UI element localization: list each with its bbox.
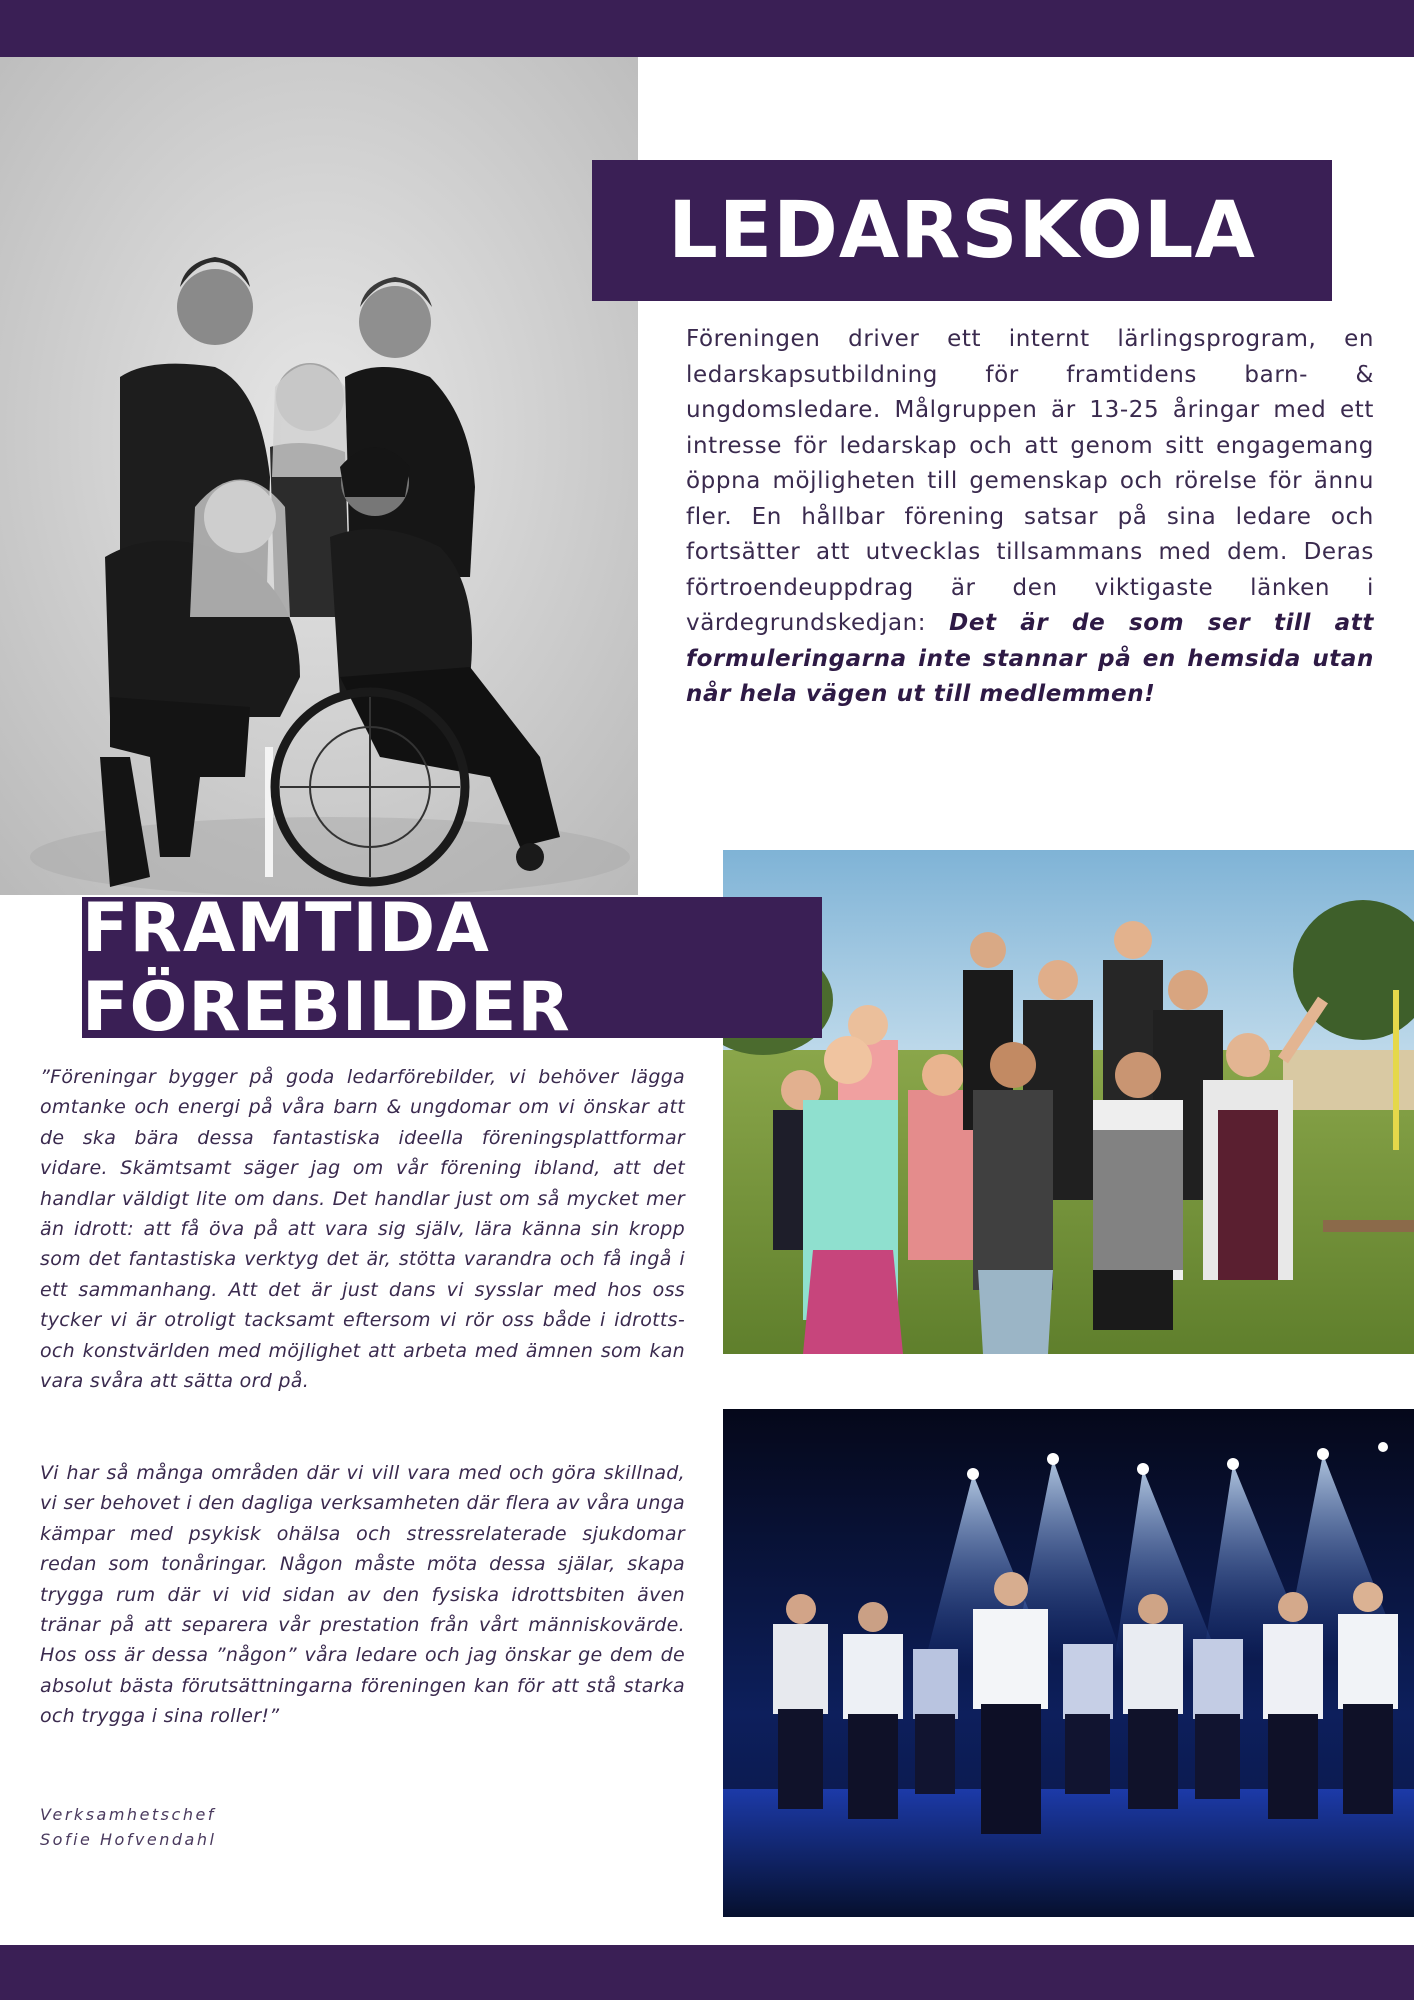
ledarskola-heading-text: LEDARSKOLA [668, 185, 1256, 276]
ledarskola-heading [592, 160, 1332, 301]
signature-name: Sofie Hofvendahl [40, 1830, 217, 1849]
ledarskola-body [686, 322, 1374, 713]
quote-paragraph-1: ”Föreningar bygger på goda ledarförebilder, vi behöver lägga omtanke och energi på våra barn & ungdomar om vi önskar att de ska bära dessa fantastiska ideella föreningsplattformar vidare. Skämtsamt säger jag om vår förening ibland, att det handlar väldigt lite om dans. Det handlar just om så mycket mer än idrott: att få öva på att vara sig själv, lära känna sin kropp som det fantastiska verktyg det är, stötta varandra och få ingå i ett sammanhang. Att det är just dans vi sysslar med hos oss tycker vi är otroligt tacksamt eftersom vi rör oss både i idrotts- och konstvärlden med möjlighet att arbeta med ämnen som kan vara svåra att sätta ord på. [40, 1066, 685, 1393]
top-band [0, 0, 1414, 57]
stage-dance-photo [723, 1409, 1414, 1917]
ledarskola-body-emphasis: Det är de som ser till att formuleringarna inte stannar på en hemsida utan når hela vägen ut till medlemmen! [686, 610, 1374, 707]
group-photo [0, 57, 638, 895]
outdoor-group-photo [723, 850, 1414, 1354]
signature-role: Verksamhetschef [40, 1805, 216, 1824]
ledarskola-body-text: Föreningen driver ett internt lärlingsprogram, en ledarskapsutbildning för framtidens barn- & ungdomsledare. Målgruppen är 13-25 åringar med ett intresse för ledarskap och att genom sitt engagemang öppna möjligheten till gemenskap och rörelse för ännu fler. En hållbar förening satsar på sina ledare och fortsätter att utvecklas tillsammans med dem. Deras förtroendeuppdrag är den viktigaste länken i värdegrundskedjan: [686, 326, 1374, 636]
framtida-forebilder-heading-text: FRAMTIDA FÖREBILDER [82, 888, 571, 1047]
bottom-band [0, 1945, 1414, 2000]
quote-paragraph-2: Vi har så många områden där vi vill vara med och göra skillnad, vi ser behovet i den dagliga verksamheten där flera av våra unga kämpar med psykisk ohälsa och stressrelaterade sjukdomar redan som tonåringar. Någon måste möta dessa själar, skapa trygga rum där vi vid sidan av den fysiska idrottsbiten även tränar på att separera vår prestation från vårt människovärde. Hos oss är dessa ”någon” våra ledare och jag önskar ge dem de absolut bästa förutsättningarna föreningen kan för att stå starka och trygga i sina roller!” [40, 1462, 685, 1728]
framtida-forebilder-heading [82, 888, 822, 1047]
